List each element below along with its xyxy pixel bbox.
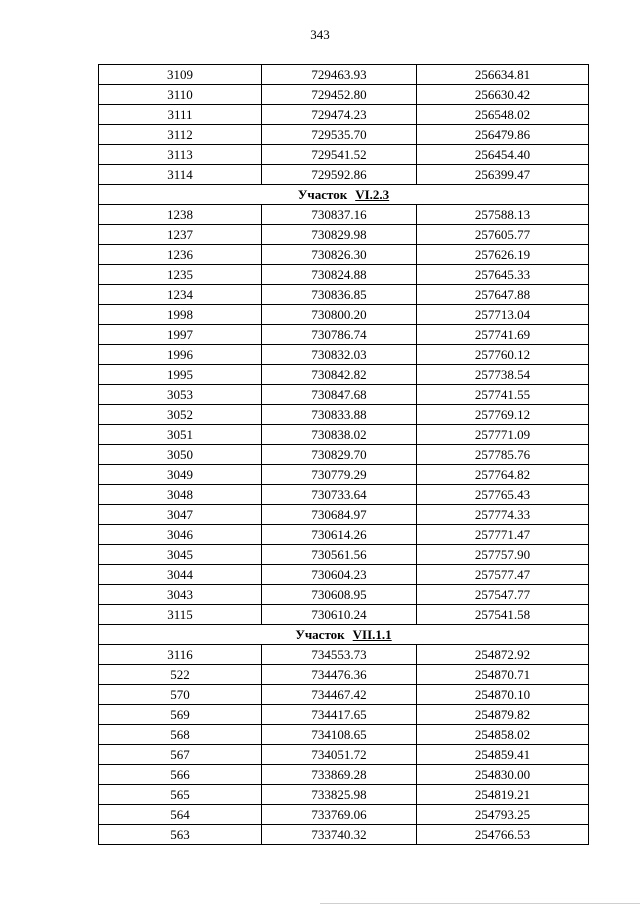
y-coordinate-cell: 257764.82 xyxy=(417,465,589,485)
section-code: VII.1.1 xyxy=(352,627,392,642)
coordinates-table-body xyxy=(99,65,589,845)
x-coordinate-cell: 729474.23 xyxy=(262,105,417,125)
table-row xyxy=(99,705,589,725)
x-coordinate-cell: 733769.06 xyxy=(262,805,417,825)
table-row xyxy=(99,505,589,525)
x-coordinate-cell: 730604.23 xyxy=(262,565,417,585)
point-number-cell: 1235 xyxy=(99,265,262,285)
table-row xyxy=(99,365,589,385)
y-coordinate-cell: 254858.02 xyxy=(417,725,589,745)
y-coordinate-cell: 254793.25 xyxy=(417,805,589,825)
table-row xyxy=(99,445,589,465)
section-title xyxy=(99,625,589,645)
point-number-cell: 3111 xyxy=(99,105,262,125)
section-title xyxy=(99,185,589,205)
point-number-cell: 566 xyxy=(99,765,262,785)
point-number-cell: 1997 xyxy=(99,325,262,345)
x-coordinate-cell: 730836.85 xyxy=(262,285,417,305)
y-coordinate-cell: 257769.12 xyxy=(417,405,589,425)
x-coordinate-cell: 730829.70 xyxy=(262,445,417,465)
point-number-cell: 3050 xyxy=(99,445,262,465)
x-coordinate-cell: 734553.73 xyxy=(262,645,417,665)
x-coordinate-cell: 733740.32 xyxy=(262,825,417,845)
x-coordinate-cell: 729592.86 xyxy=(262,165,417,185)
page-number: 343 xyxy=(310,27,330,42)
x-coordinate-cell: 734051.72 xyxy=(262,745,417,765)
y-coordinate-cell: 257713.04 xyxy=(417,305,589,325)
y-coordinate-cell: 254766.53 xyxy=(417,825,589,845)
y-coordinate-cell: 257774.33 xyxy=(417,505,589,525)
y-coordinate-cell: 256630.42 xyxy=(417,85,589,105)
table-row xyxy=(99,805,589,825)
table-row xyxy=(99,585,589,605)
y-coordinate-cell: 257771.09 xyxy=(417,425,589,445)
y-coordinate-cell: 254879.82 xyxy=(417,705,589,725)
table-row xyxy=(99,265,589,285)
y-coordinate-cell: 257757.90 xyxy=(417,545,589,565)
table-row xyxy=(99,385,589,405)
point-number-cell: 3048 xyxy=(99,485,262,505)
point-number-cell: 570 xyxy=(99,685,262,705)
point-number-cell: 1234 xyxy=(99,285,262,305)
point-number-cell: 3044 xyxy=(99,565,262,585)
y-coordinate-cell: 254870.10 xyxy=(417,685,589,705)
table-row xyxy=(99,825,589,845)
x-coordinate-cell: 729541.52 xyxy=(262,145,417,165)
point-number-cell: 3051 xyxy=(99,425,262,445)
table-row xyxy=(99,525,589,545)
y-coordinate-cell: 257741.69 xyxy=(417,325,589,345)
section-label: Участок xyxy=(295,627,345,642)
table-row xyxy=(99,205,589,225)
table-row xyxy=(99,305,589,325)
coordinates-table xyxy=(98,64,589,845)
x-coordinate-cell: 730684.97 xyxy=(262,505,417,525)
y-coordinate-cell: 257741.55 xyxy=(417,385,589,405)
y-coordinate-cell: 254872.92 xyxy=(417,645,589,665)
x-coordinate-cell: 730608.95 xyxy=(262,585,417,605)
y-coordinate-cell: 257626.19 xyxy=(417,245,589,265)
x-coordinate-cell: 733869.28 xyxy=(262,765,417,785)
x-coordinate-cell: 730826.30 xyxy=(262,245,417,265)
x-coordinate-cell: 730842.82 xyxy=(262,365,417,385)
point-number-cell: 3047 xyxy=(99,505,262,525)
table-row xyxy=(99,765,589,785)
x-coordinate-cell: 730829.98 xyxy=(262,225,417,245)
x-coordinate-cell: 730561.56 xyxy=(262,545,417,565)
table-row xyxy=(99,565,589,585)
point-number-cell: 3043 xyxy=(99,585,262,605)
y-coordinate-cell: 254830.00 xyxy=(417,765,589,785)
point-number-cell: 522 xyxy=(99,665,262,685)
x-coordinate-cell: 730837.16 xyxy=(262,205,417,225)
table-row xyxy=(99,245,589,265)
x-coordinate-cell: 730779.29 xyxy=(262,465,417,485)
point-number-cell: 3109 xyxy=(99,65,262,85)
table-row xyxy=(99,645,589,665)
y-coordinate-cell: 254819.21 xyxy=(417,785,589,805)
table-row xyxy=(99,425,589,445)
section-code: VI.2.3 xyxy=(355,187,390,202)
x-coordinate-cell: 730824.88 xyxy=(262,265,417,285)
table-row xyxy=(99,285,589,305)
y-coordinate-cell: 257647.88 xyxy=(417,285,589,305)
x-coordinate-cell: 734467.42 xyxy=(262,685,417,705)
point-number-cell: 1995 xyxy=(99,365,262,385)
x-coordinate-cell: 730833.88 xyxy=(262,405,417,425)
x-coordinate-cell: 730614.26 xyxy=(262,525,417,545)
y-coordinate-cell: 256548.02 xyxy=(417,105,589,125)
point-number-cell: 565 xyxy=(99,785,262,805)
point-number-cell: 3110 xyxy=(99,85,262,105)
table-row xyxy=(99,85,589,105)
x-coordinate-cell: 730800.20 xyxy=(262,305,417,325)
x-coordinate-cell: 730786.74 xyxy=(262,325,417,345)
y-coordinate-cell: 254870.71 xyxy=(417,665,589,685)
table-row xyxy=(99,405,589,425)
point-number-cell: 1998 xyxy=(99,305,262,325)
y-coordinate-cell: 257738.54 xyxy=(417,365,589,385)
y-coordinate-cell: 256634.81 xyxy=(417,65,589,85)
table-row xyxy=(99,165,589,185)
point-number-cell: 563 xyxy=(99,825,262,845)
y-coordinate-cell: 257605.77 xyxy=(417,225,589,245)
x-coordinate-cell: 730610.24 xyxy=(262,605,417,625)
table-row xyxy=(99,605,589,625)
x-coordinate-cell: 734417.65 xyxy=(262,705,417,725)
table-row xyxy=(99,465,589,485)
point-number-cell: 3053 xyxy=(99,385,262,405)
y-coordinate-cell: 256399.47 xyxy=(417,165,589,185)
point-number-cell: 3114 xyxy=(99,165,262,185)
point-number-cell: 3049 xyxy=(99,465,262,485)
bottom-edge-rule xyxy=(320,903,640,904)
point-number-cell: 3052 xyxy=(99,405,262,425)
x-coordinate-cell: 729463.93 xyxy=(262,65,417,85)
table-row xyxy=(99,65,589,85)
x-coordinate-cell: 734476.36 xyxy=(262,665,417,685)
y-coordinate-cell: 257645.33 xyxy=(417,265,589,285)
point-number-cell: 3115 xyxy=(99,605,262,625)
section-header-row xyxy=(99,625,589,645)
x-coordinate-cell: 730733.64 xyxy=(262,485,417,505)
table-row xyxy=(99,225,589,245)
point-number-cell: 1996 xyxy=(99,345,262,365)
y-coordinate-cell: 256454.40 xyxy=(417,145,589,165)
y-coordinate-cell: 257547.77 xyxy=(417,585,589,605)
table-row xyxy=(99,325,589,345)
x-coordinate-cell: 730847.68 xyxy=(262,385,417,405)
point-number-cell: 3046 xyxy=(99,525,262,545)
point-number-cell: 3116 xyxy=(99,645,262,665)
table-row xyxy=(99,725,589,745)
table-row xyxy=(99,485,589,505)
y-coordinate-cell: 254859.41 xyxy=(417,745,589,765)
x-coordinate-cell: 729452.80 xyxy=(262,85,417,105)
x-coordinate-cell: 733825.98 xyxy=(262,785,417,805)
x-coordinate-cell: 730838.02 xyxy=(262,425,417,445)
table-row xyxy=(99,545,589,565)
section-label: Участок xyxy=(297,187,348,202)
x-coordinate-cell: 734108.65 xyxy=(262,725,417,745)
point-number-cell: 3112 xyxy=(99,125,262,145)
point-number-cell: 1236 xyxy=(99,245,262,265)
table-row xyxy=(99,145,589,165)
point-number-cell: 569 xyxy=(99,705,262,725)
x-coordinate-cell: 729535.70 xyxy=(262,125,417,145)
table-row xyxy=(99,685,589,705)
point-number-cell: 1237 xyxy=(99,225,262,245)
table-row xyxy=(99,105,589,125)
point-number-cell: 1238 xyxy=(99,205,262,225)
y-coordinate-cell: 257765.43 xyxy=(417,485,589,505)
point-number-cell: 568 xyxy=(99,725,262,745)
point-number-cell: 3045 xyxy=(99,545,262,565)
y-coordinate-cell: 257588.13 xyxy=(417,205,589,225)
table-row xyxy=(99,745,589,765)
point-number-cell: 567 xyxy=(99,745,262,765)
y-coordinate-cell: 257760.12 xyxy=(417,345,589,365)
section-header-row xyxy=(99,185,589,205)
table-row xyxy=(99,665,589,685)
y-coordinate-cell: 257785.76 xyxy=(417,445,589,465)
y-coordinate-cell: 257771.47 xyxy=(417,525,589,545)
y-coordinate-cell: 257577.47 xyxy=(417,565,589,585)
x-coordinate-cell: 730832.03 xyxy=(262,345,417,365)
point-number-cell: 3113 xyxy=(99,145,262,165)
table-row xyxy=(99,785,589,805)
y-coordinate-cell: 257541.58 xyxy=(417,605,589,625)
point-number-cell: 564 xyxy=(99,805,262,825)
table-row xyxy=(99,125,589,145)
table-row xyxy=(99,345,589,365)
y-coordinate-cell: 256479.86 xyxy=(417,125,589,145)
